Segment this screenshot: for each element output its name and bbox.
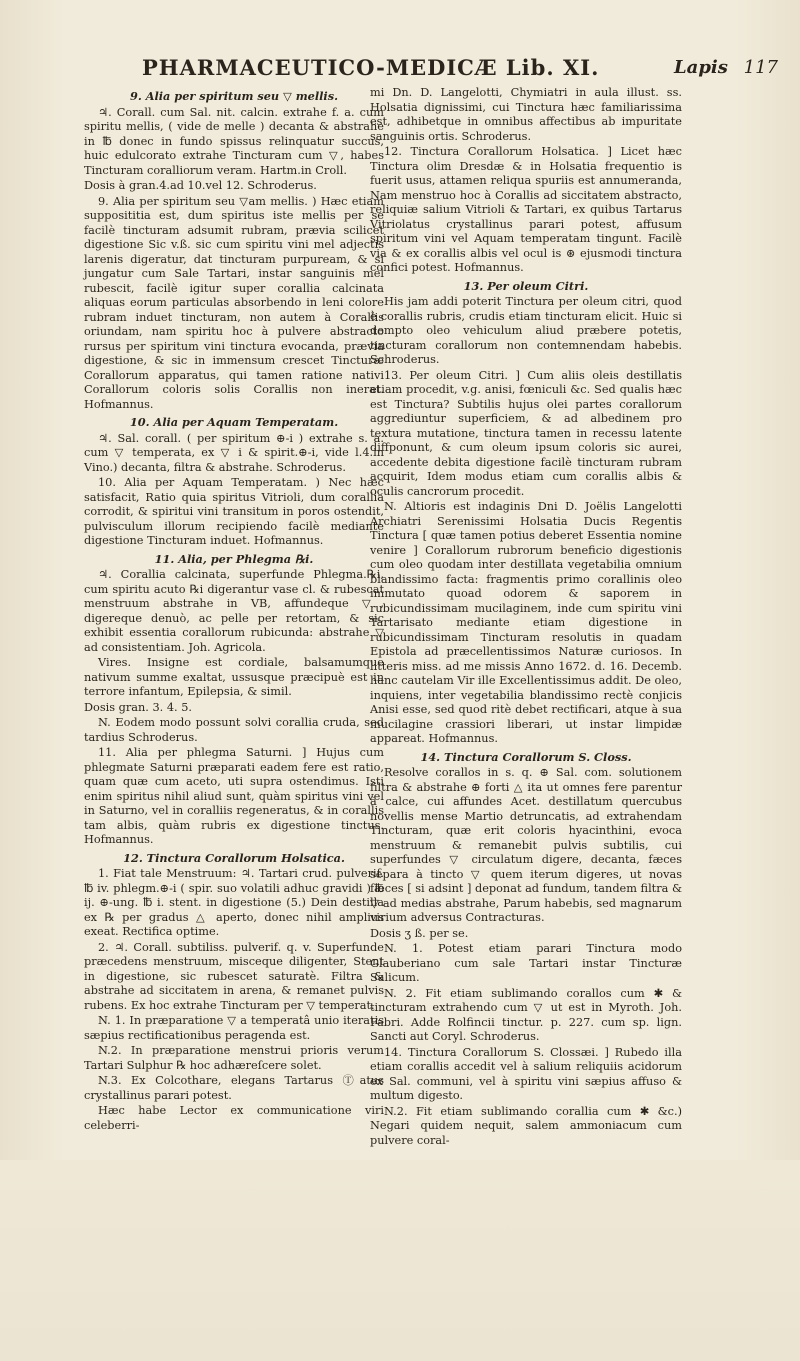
paragraph: Vires. Insigne est cordiale, balsamumque nativum summe exaltat, ussusque præcipuè est in terrore infantum, Epilepsia, & simil. [84,656,384,698]
paragraph: Resolve corallos in s. q. ⊕ Sal. com. solutionem filtra & abstrahe ⊕ forti △ ita ut omnes fere parentur à calce, cui affundes Acet. destillatum quercubus novellis mense Martio detruncatis, ad extrahendam Tincturam, quæ erit coloris hyacinthini, evoca menstruum & remanebit pulvis subtilis, cui superfundes ▽ circulatum digere, decanta, fæces separa à tincto ▽ quem iterum digeres, ut novas fæces [ si adsint ] deponat ad fundum, tandem filtra & ▽ ad medias abstrahe, Parum habebis, sed magnarum virium adversus Contracturas. [370,766,683,924]
section-heading: 11. Alia, per Phlegma ℞i. [154,551,314,566]
right-column [370,86,682,1149]
paragraph: Dosis gran. 3. 4. 5. [84,700,192,714]
paragraph: 13. Per oleum Citri. ] Cum aliis oleis destillatis etiam procedit, v.g. anisi, fœniculi &c. Sed qualis hæc est Tinctura? Subtilis hujus olei partes corallorum aggrediuntur superficiem, & ad albedinem pro textura mutatione, tinctura tamen in recessu latente diffponunt, & cum oleum ipsum coloris sic aurei, accedente debita digestione facilè tincturam rubram acquirit, Idem modus etiam cum corallis albis & oculis cancrorum procedit. [370,368,682,498]
paragraph: N. 1. Potest etiam parari Tinctura modo Glauberiano cum sale Tartari instar Tincturæ Salicum. [370,942,682,984]
section-heading: 13. Per oleum Citri. [463,278,589,293]
paragraph: Dosis à gran.4.ad 10.vel 12. Schroderus. [84,179,317,192]
paragraph: N.3. Ex Colcothare, elegans Tartarus Ⓣatus crystallinus parari potest. [84,1074,384,1102]
paragraph: 12. Tinctura Corallorum Holsatica. ] Licet hæc Tinctura olim Dresdæ & in Holsatia frequentio is fuerit usus, attamen reliqua spuriis est annumeranda, Nam menstruo hoc à Corallis ad siccitatem abstracto, reliquiæ salium Vitrioli & Tartari, ex quibus Tartarus Vitriolatus crystallinus parari potest, affusum spiritum vini vel Aquam temperatam tingunt. Facilè via & ex corallis albis vel ocul is ⊛ ejusmodi tinctura confici potest. Hofmannus. [370,145,682,274]
section-heading: 12. Tinctura Corallorum Holsatica. [123,850,345,865]
section-heading: 10. Alia per Aquam Temperatam. [129,415,339,429]
running-head [118,55,778,85]
page-margin-bottom [0,1160,800,1361]
paragraph: His jam addi poterit Tinctura per oleum citri, quod è corallis rubris, crudis etiam tincturam elicit. Huic si dempto oleo vehiculum aliud præbere potetis, tincturam corallorum non contemnendam habebis. Schroderus. [370,295,682,366]
paragraph: 2. ♃. Corall. subtiliss. pulverif. q. v. Superfunde præcedens menstruum, misceque diligenter, Stent in digestione, sic rubescet saturatè. Filtra & abstrahe ad siccitatem in arena, & remanet pulvis rubens. Ex hoc extrahe Tincturam per ▽ temperat. [84,940,384,1012]
paragraph: N.2. In præparatione menstrui prioris verum Tartari Sulphur ℞ hoc adhæreſcere solet. [84,1044,384,1072]
paragraph: ♃. Corall. cum Sal. nit. calcin. extrahe f. a. cum spiritu mellis, ( vide de melle ) decanta & abstrahe in ℔ donec in fundo spissus relinquatur succus, huic edulcorato extrahe Tincturam cum ▽, habes Tincturam coralliorum veram. Hartm.in Croll. [84,105,384,177]
section-label: Lapis [674,57,728,78]
paragraph: N. Altioris est indaginis Dni D. Joëlis Langelotti Archiatri Serenissimi Holsatia Ducis Regentis Tinctura [ quæ tamen potius deberet Essentia nomine venire ] Corallorum rubrorum beneficio digestionis cum oleo quodam inter destillata vegetabilia omnium blandissimo facta: fragmentis primo corallinis oleo immutato quoad odorem & saporem in rubicundissimam mucilaginem, inde cum spiritu vini Tartarisato mediante etiam digestione in rubicundissimam Tincturam resolutis in quadam Epistola ad præcellentissimos Naturæ curiosos. In litteris miss. ad me missis Anno 1672. d. 16. Decemb. hanc cautelam Vir ille Excellentissimus addit. De oleo, inquiens, inter vegetabilia blandissimo rectè conjicis Anisi esse, sed quod ritè debet rectificari, atque à sua mucilagine crassiori liberari, ut instar limpidæ appareat. Hofmannus. [370,500,683,745]
paragraph: N. 1. In præparatione ▽ a temperatâ unio iteratis sæpius rectificationibus peragenda est. [84,1014,384,1042]
paragraph: N. Eodem modo possunt solvi corallia cruda, sed tardius Schroderus. [84,716,384,744]
section-heading: 14. Tinctura Corallorum S. Closs. [420,749,632,764]
paragraph: N. 2. Fit etiam sublimando corallos cum ✱ & tincturam extrahendo cum ▽ ut est in Myroth. Joh. Fabri. Adde Rolfincii tinctur. p. 227. cum sp. lign. Sancti aut Coryl. Schroderus. [370,986,682,1043]
left-column [84,86,384,1134]
running-title: PHARMACEUTICO-MEDICÆ Lib. XI. [142,55,600,80]
paragraph: 11. Alia per phlegma Saturni. ] Hujus cum phlegmate Saturni præparati eadem fere est ratio, quam quæ cum aceto, uti supra ostendimus. Isti enim spiritus nihil aliud sunt, quàm spiritus vini vel in Saturno, vel in coralliis regeneratus, & in corallis tam albis, quàm rubris ex digestione tinctus. Hofmannus. [84,746,384,846]
page-number: 117 [743,57,778,78]
paragraph: Dosis ʒ ß. per se. [370,926,469,940]
paragraph: mi Dn. D. Langelotti, Chymiatri in aula illust. ss. Holsatia dignissimi, cui Tinctura hæc familiarissima est, adhibetque in omnibus affectibus ab impuritate sanguinis ortis. Schroderus. [370,86,682,143]
section-heading: 9. Alia per spiritum seu ▽ mellis. [129,89,339,103]
paragraph: 10. Alia per Aquam Temperatam. ) Nec hæc satisfacit, Ratio quia spiritus Vitrioli, dum corallia corrodit, & spiritui vini transitum in poros ostendit, pulvisculum illorum recipiendo facilè mediante digestione Tincturam induet. Hofmannus. [84,476,384,547]
paragraph: 14. Tinctura Corallorum S. Clossæi. ] Rubedo illa etiam corallis accedit vel à salium reliquiis acidorum ex Sal. communi, vel à spiritu vini sæpius affuso & multum digesto. [370,1045,682,1102]
paragraph: ♃. Corallia calcinata, superfunde Phlegma.℞i, cum spiritu acuto ℞i digerantur vase cl. & rubescat menstruum abstrahe in VB, affundeque ▽, digereque denuò, ac pelle per retortam, & sic exhibit essentia corallorum rubicunda: abstrahe ▽ ad consistentiam. Joh. Agricola. [84,568,384,654]
paragraph: N.2. Fit etiam sublimando corallia cum ✱ &c.) Negari quidem nequit, salem ammoniacum cum pulvere coral- [370,1104,682,1147]
paragraph: ♃. Sal. corall. ( per spiritum ⊕-i ) extrahe s. a. cum ▽ temperata, ex ▽ i & spirit.⊕-i, vide l.4.in Vino.) decanta, filtra & abstrahe. Schroderus. [84,431,384,474]
paragraph: 9. Alia per spiritum seu ▽am mellis. ) Hæc etiam supposititia est, dum spiritus iste mellis per se facilè tincturam adsumit rubram, prævia scilicet digestione Sic v.ß. sic cum spiritu vini mel adjectis larenis digeratur, dat tincturam purpuream, & si jungatur cum Sale Tartari, instar sanguinis mel rubescit, facilè igitur super corallia calcinata aliquas eorum particulas absorbendo in leni colore rubram induet tincturam, non autem à Corallis oriundam, nam spiritu hoc à pulvere abstracto rursus per spiritum vini tinctura evocanda, prævia digestione, & sic in immensum crescet Tincturæ Corallorum apparatus, qui tamen ratione nativi Corallorum coloris solis Corallis non inerat. Hofmannus. [84,194,384,411]
paragraph: 1. Fiat tale Menstruum: ♃. Tartari crud. pulverif. ℔ iv. phlegm.⊕-i ( spir. suo volatili adhuc gravidi ) ℔ ij. ⊕-ung. ℔ i. stent. in digestione (5.) Dein destilla ex ℞ per gradus △ aperto, donec nihil amplius exeat. Rectifica optime. [84,867,384,938]
paragraph: Hæc habe Lector ex communicatione viri celeberri- [84,1104,384,1132]
